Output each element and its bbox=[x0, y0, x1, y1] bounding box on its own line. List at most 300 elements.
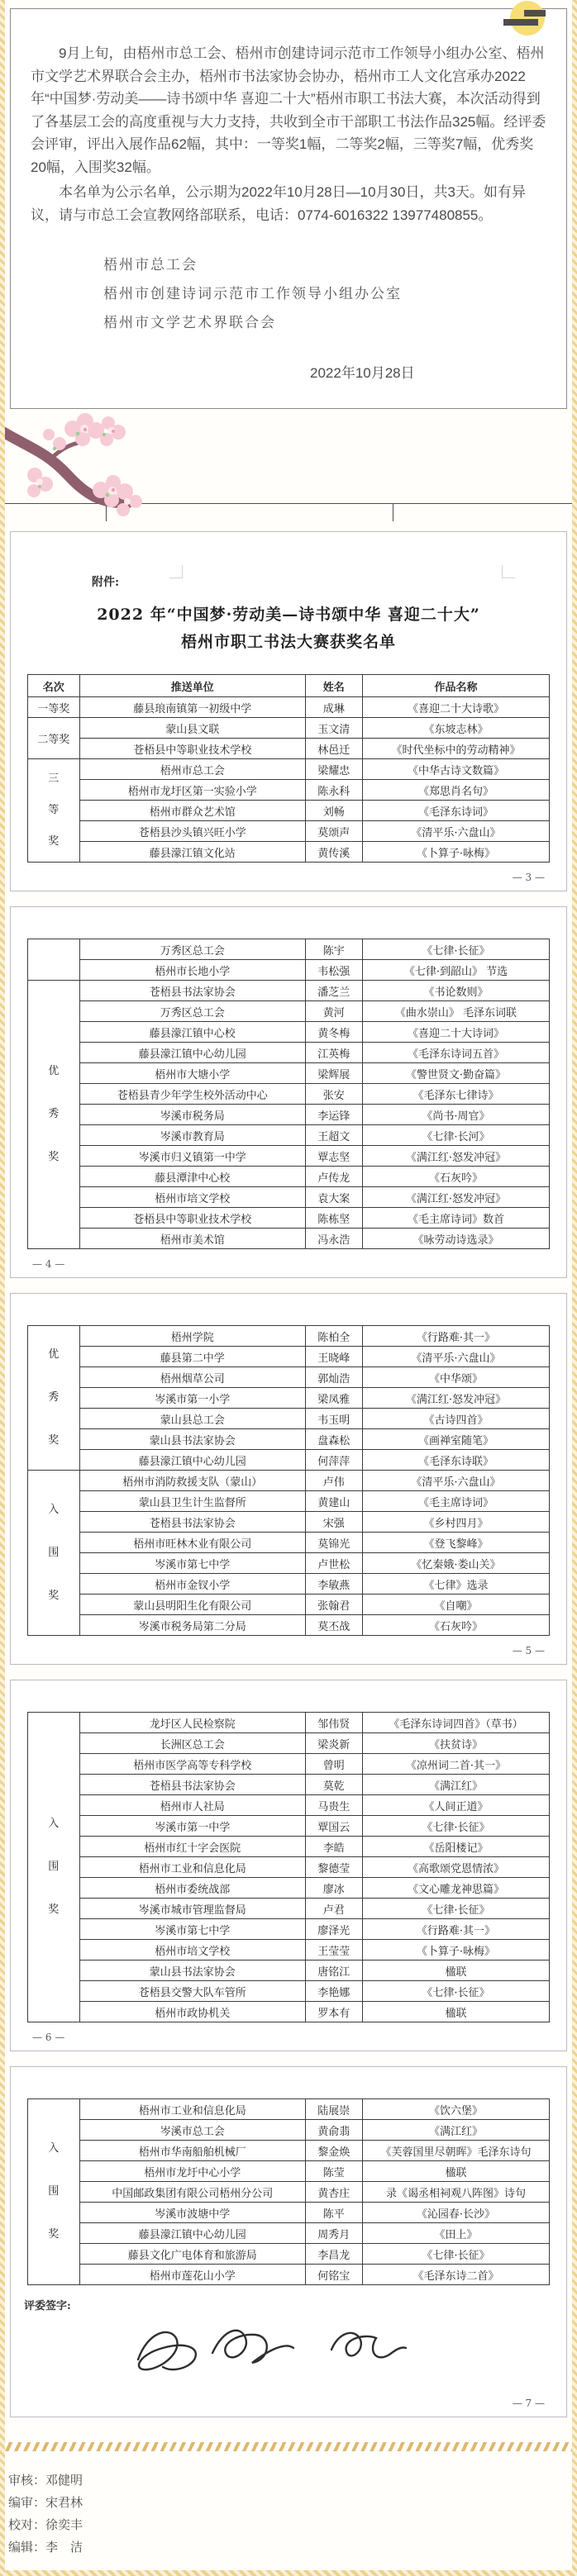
cell-name: 潘芝兰 bbox=[305, 981, 362, 1001]
table-row bbox=[27, 1533, 549, 1553]
cell-name: 陈柏全 bbox=[305, 1326, 362, 1347]
cell-unit: 梧州市龙圩区第一实验小学 bbox=[79, 780, 305, 801]
cell-work: 《七律·长征》 bbox=[362, 939, 549, 960]
table-row bbox=[27, 1775, 549, 1795]
cell-unit: 藤县濛江镇中心校 bbox=[79, 1022, 305, 1043]
cell-unit: 梧州市总工会 bbox=[79, 759, 305, 780]
page-number: — 5 — bbox=[512, 1645, 545, 1657]
cell-work: 《登飞黎峰》 bbox=[362, 1533, 549, 1553]
cell-name: 李运锋 bbox=[305, 1105, 362, 1125]
table-row bbox=[27, 1857, 549, 1878]
column-header: 作品名称 bbox=[362, 675, 549, 697]
credit-line: 校对：徐奕丰 bbox=[8, 2518, 83, 2533]
cell-name: 莫丕战 bbox=[305, 1615, 362, 1636]
cell-work: 《文心雕龙神思篇》 bbox=[362, 1878, 549, 1899]
cell-work: 《毛泽东七律诗》 bbox=[362, 1084, 549, 1105]
cell-name: 罗本有 bbox=[305, 2002, 362, 2022]
table-row bbox=[27, 1713, 549, 1733]
cell-unit: 蒙山县书法家协会 bbox=[79, 1429, 305, 1450]
cell-unit: 梧州学院 bbox=[79, 1326, 305, 1347]
cell-work: 《七律·长河》 bbox=[362, 1125, 549, 1146]
table-row bbox=[27, 1450, 549, 1471]
table-row bbox=[27, 1367, 549, 1388]
cell-unit: 岑溪市第一中学 bbox=[79, 1816, 305, 1837]
cell-name: 黎金焕 bbox=[305, 2141, 362, 2161]
attachment-title-line1: 2022 年“中国梦·劳动美—诗书颂中华 喜迎二十大” bbox=[97, 605, 480, 624]
cell-work: 《东坡志林》 bbox=[362, 718, 549, 739]
attachment-page-7 bbox=[10, 2066, 567, 2417]
table-row bbox=[27, 1795, 549, 1816]
cell-unit: 苍梧县中等职业技术学校 bbox=[79, 739, 305, 759]
cell-name: 郭灿浩 bbox=[305, 1367, 362, 1388]
cell-unit: 藤县濛江镇中心幼儿园 bbox=[79, 2223, 305, 2244]
cell-work: 楹联 bbox=[362, 2002, 549, 2022]
margin-crop-mark bbox=[502, 565, 515, 578]
cell-name: 梁炎新 bbox=[305, 1733, 362, 1754]
attachment-page-4 bbox=[10, 906, 567, 1278]
cell-name: 邹伟贤 bbox=[305, 1713, 362, 1733]
table-row bbox=[27, 2161, 549, 2182]
cell-name: 李敏燕 bbox=[305, 1574, 362, 1595]
credit-line: 编审：宋君林 bbox=[8, 2496, 83, 2511]
cell-name: 陈永科 bbox=[305, 780, 362, 801]
cell-name: 梁辉展 bbox=[305, 1063, 362, 1084]
cell-name: 卢世松 bbox=[305, 1553, 362, 1574]
cell-unit: 岑溪市税务局第二分局 bbox=[79, 1615, 305, 1636]
cell-work: 《卜算子·咏梅》 bbox=[362, 842, 549, 863]
cell-name: 李艳娜 bbox=[305, 1981, 362, 2002]
cell-work: 《石灰吟》 bbox=[362, 1167, 549, 1187]
award-table bbox=[27, 939, 550, 1249]
column-header: 推送单位 bbox=[79, 675, 305, 697]
cell-name: 黄杏庄 bbox=[305, 2182, 362, 2203]
attachment-page-3 bbox=[10, 531, 567, 892]
cell-name: 盘森松 bbox=[305, 1429, 362, 1450]
table-row bbox=[27, 1043, 549, 1063]
table-row bbox=[27, 1816, 549, 1837]
cell-work: 《七律》选录 bbox=[362, 1574, 549, 1595]
cell-work: 《中华古诗文数篇》 bbox=[362, 759, 549, 780]
cell-unit: 梧州烟草公司 bbox=[79, 1367, 305, 1388]
cell-rank: 优 秀 奖 bbox=[27, 1326, 79, 1471]
cell-name: 马贵生 bbox=[305, 1795, 362, 1816]
cell-unit: 梧州市委统战部 bbox=[79, 1878, 305, 1899]
table-row bbox=[27, 1733, 549, 1754]
cell-work: 《芙蓉国里尽朝晖》毛泽东诗句 bbox=[362, 2141, 549, 2161]
table-row bbox=[27, 2099, 549, 2120]
column-header: 姓名 bbox=[305, 675, 362, 697]
cell-name: 陈莹 bbox=[305, 2161, 362, 2182]
page-number: — 3 — bbox=[512, 872, 545, 884]
table-row bbox=[27, 1105, 549, 1125]
decoration-zone bbox=[0, 409, 577, 531]
table-row bbox=[27, 1001, 549, 1022]
cell-unit: 蒙山县文联 bbox=[79, 718, 305, 739]
cell-work: 《毛主席诗词》数首 bbox=[362, 1208, 549, 1229]
cell-rank: 一等奖 bbox=[27, 697, 79, 718]
award-table bbox=[27, 1325, 550, 1636]
announcement-date: 2022年10月28日 bbox=[310, 364, 415, 381]
page-number: — 4 — bbox=[32, 1258, 65, 1271]
cell-name: 李昌龙 bbox=[305, 2244, 362, 2265]
cell-work: 《郑思肖名句》 bbox=[362, 780, 549, 801]
attachment-title-line2: 梧州市职工书法大赛获奖名单 bbox=[180, 633, 396, 652]
table-row bbox=[27, 1512, 549, 1533]
cell-unit: 梧州市金钗小学 bbox=[79, 1574, 305, 1595]
credit-line: 审核：邓健明 bbox=[8, 2474, 83, 2488]
cell-name: 梁耀忠 bbox=[305, 759, 362, 780]
cell-unit: 梧州市培文学校 bbox=[79, 1940, 305, 1961]
cell-unit: 岑溪市波塘中学 bbox=[79, 2203, 305, 2223]
cell-work: 《满江红》 bbox=[362, 1775, 549, 1795]
cell-unit: 中国邮政集团有限公司梧州分公司 bbox=[79, 2182, 305, 2203]
table-row bbox=[27, 739, 549, 759]
cell-work: 录《谒丞相祠观八阵图》诗句 bbox=[362, 2182, 549, 2203]
cell-work: 《自嘲》 bbox=[362, 1595, 549, 1615]
cell-work: 《满江红》 bbox=[362, 2120, 549, 2141]
cell-work: 《七律·长征》 bbox=[362, 1816, 549, 1837]
table-row bbox=[27, 939, 549, 960]
cell-work: 《行路难·其一》 bbox=[362, 1326, 549, 1347]
cell-work: 《乡村四月》 bbox=[362, 1512, 549, 1533]
credit-line: 编辑：李 洁 bbox=[8, 2540, 83, 2555]
cell-unit: 梧州市美术馆 bbox=[79, 1229, 305, 1249]
cell-work: 《忆秦娥·娄山关》 bbox=[362, 1553, 549, 1574]
cell-work: 楹联 bbox=[362, 1961, 549, 1981]
cell-work: 《清平乐·六盘山》 bbox=[362, 1471, 549, 1491]
cell-name: 何萍萍 bbox=[305, 1450, 362, 1471]
cell-name: 廖泽光 bbox=[305, 1919, 362, 1940]
award-table bbox=[27, 2098, 550, 2285]
attachment-label: 附件: bbox=[92, 575, 120, 589]
cell-unit: 藤县琅南镇第一初级中学 bbox=[79, 697, 305, 718]
signer-line: 梧州市文学艺术界联合会 bbox=[103, 314, 276, 331]
cell-work: 《清平乐·六盘山》 bbox=[362, 821, 549, 842]
cell-unit: 蒙山县总工会 bbox=[79, 1409, 305, 1429]
page-number: — 7 — bbox=[512, 2398, 545, 2410]
table-row bbox=[27, 2265, 549, 2285]
table-row bbox=[27, 1595, 549, 1615]
left-gold-stripe bbox=[0, 0, 5, 2576]
cell-work: 《古诗四首》 bbox=[362, 1409, 549, 1429]
cell-work: 《石灰吟》 bbox=[362, 1615, 549, 1636]
cell-rank: 优 秀 奖 bbox=[27, 981, 79, 1249]
table-row bbox=[27, 718, 549, 739]
cell-name: 黄俞翡 bbox=[305, 2120, 362, 2141]
cell-unit: 岑溪市第七中学 bbox=[79, 1553, 305, 1574]
footer-credits bbox=[0, 2466, 577, 2570]
cell-work: 《清平乐·六盘山》 bbox=[362, 1347, 549, 1367]
table-row bbox=[27, 1553, 549, 1574]
table-row bbox=[27, 821, 549, 842]
cell-work: 《人间正道》 bbox=[362, 1795, 549, 1816]
cell-rank bbox=[27, 939, 79, 981]
table-row bbox=[27, 1125, 549, 1146]
cell-name: 廖冰 bbox=[305, 1878, 362, 1899]
cell-unit: 梧州市消防救援支队（蒙山） bbox=[79, 1471, 305, 1491]
judges-signature-block bbox=[24, 2297, 558, 2388]
cell-name: 陈平 bbox=[305, 2203, 362, 2223]
cell-work: 《七律·到韶山》 节选 bbox=[362, 960, 549, 981]
cell-work: 《田上》 bbox=[362, 2223, 549, 2244]
table-row bbox=[27, 2203, 549, 2223]
cell-unit: 藤县濛江镇中心幼儿园 bbox=[79, 1450, 305, 1471]
table-row bbox=[27, 981, 549, 1001]
cell-work: 《画禅室随笔》 bbox=[362, 1429, 549, 1450]
table-row bbox=[27, 1615, 549, 1636]
award-table bbox=[27, 1712, 550, 2022]
table-row bbox=[27, 1491, 549, 1512]
table-row bbox=[27, 1229, 549, 1249]
table-row bbox=[27, 1574, 549, 1595]
table-row bbox=[27, 2223, 549, 2244]
cell-work: 《卜算子·咏梅》 bbox=[362, 1940, 549, 1961]
announcement-box bbox=[10, 8, 567, 409]
cell-work: 《满江红·怒发冲冠》 bbox=[362, 1146, 549, 1167]
judges-signature-label: 评委签字: bbox=[24, 2300, 71, 2313]
cell-work: 《七律·长征》 bbox=[362, 1899, 549, 1919]
cell-name: 莫锦光 bbox=[305, 1533, 362, 1553]
cell-unit: 藤县第二中学 bbox=[79, 1347, 305, 1367]
cell-unit: 藤县潭津中心校 bbox=[79, 1167, 305, 1187]
cell-unit: 梧州市长地小学 bbox=[79, 960, 305, 981]
cell-name: 王超文 bbox=[305, 1125, 362, 1146]
table-row bbox=[27, 780, 549, 801]
cell-unit: 苍梧县交警大队车管所 bbox=[79, 1981, 305, 2002]
cell-name: 刘畅 bbox=[305, 801, 362, 821]
cell-unit: 梧州市大塘小学 bbox=[79, 1063, 305, 1084]
cell-name: 覃国云 bbox=[305, 1816, 362, 1837]
cell-name: 陈栋坚 bbox=[305, 1208, 362, 1229]
right-gold-stripe bbox=[572, 0, 577, 2576]
cell-name: 唐铭江 bbox=[305, 1961, 362, 1981]
table-row bbox=[27, 1022, 549, 1043]
cell-work: 《喜迎二十大诗歌》 bbox=[362, 697, 549, 718]
cell-name: 莫颂声 bbox=[305, 821, 362, 842]
award-table bbox=[27, 674, 550, 863]
cell-name: 宋强 bbox=[305, 1512, 362, 1533]
cell-unit: 蒙山县明阳生化有限公司 bbox=[79, 1595, 305, 1615]
cell-unit: 龙圩区人民检察院 bbox=[79, 1713, 305, 1733]
table-row bbox=[27, 1878, 549, 1899]
cell-unit: 梧州市政协机关 bbox=[79, 2002, 305, 2022]
cell-work: 《中华颂》 bbox=[362, 1367, 549, 1388]
cell-work: 《喜迎二十大诗词》 bbox=[362, 1022, 549, 1043]
cell-name: 覃志坚 bbox=[305, 1146, 362, 1167]
cell-work: 《毛泽东诗词》 bbox=[362, 801, 549, 821]
signer-line: 梧州市创建诗词示范市工作领导小组办公室 bbox=[103, 286, 402, 303]
cell-name: 梁凤雅 bbox=[305, 1388, 362, 1409]
cell-unit: 万秀区总工会 bbox=[79, 939, 305, 960]
cell-name: 黎德莹 bbox=[305, 1857, 362, 1878]
table-row bbox=[27, 1167, 549, 1187]
cell-unit: 苍梧县青少年学生校外活动中心 bbox=[79, 1084, 305, 1105]
cell-unit: 梧州市工业和信息化局 bbox=[79, 2099, 305, 2120]
table-row bbox=[27, 2141, 549, 2161]
table-row bbox=[27, 1326, 549, 1347]
cell-name: 韦玉明 bbox=[305, 1409, 362, 1429]
cell-name: 莫乾 bbox=[305, 1775, 362, 1795]
table-row bbox=[27, 1471, 549, 1491]
cell-unit: 藤县濛江镇文化站 bbox=[79, 842, 305, 863]
cell-unit: 梧州市医学高等专科学校 bbox=[79, 1754, 305, 1775]
margin-crop-mark bbox=[169, 565, 183, 578]
cell-name: 玉文清 bbox=[305, 718, 362, 739]
cell-name: 王莹莹 bbox=[305, 1940, 362, 1961]
table-row bbox=[27, 1981, 549, 2002]
table-row bbox=[27, 1961, 549, 1981]
cell-name: 何铭宝 bbox=[305, 2265, 362, 2285]
cell-work: 《时代坐标中的劳动精神》 bbox=[362, 739, 549, 759]
cell-work: 《高歌颂党恩情浓》 bbox=[362, 1857, 549, 1878]
cell-name: 黄传溪 bbox=[305, 842, 362, 863]
cell-rank: 入 围 奖 bbox=[27, 1713, 79, 2022]
masthead-logo-icon bbox=[510, 1, 545, 36]
cell-name: 黄河 bbox=[305, 1001, 362, 1022]
cell-work: 《警世贤文·勤奋篇》 bbox=[362, 1063, 549, 1084]
cell-name: 张安 bbox=[305, 1084, 362, 1105]
cell-name: 周秀月 bbox=[305, 2223, 362, 2244]
gold-striped-divider bbox=[0, 2442, 577, 2451]
page-number: — 6 — bbox=[32, 2032, 65, 2044]
attachment-page-6 bbox=[10, 1680, 567, 2051]
table-row bbox=[27, 960, 549, 981]
cell-name: 李皓 bbox=[305, 1837, 362, 1857]
table-row bbox=[27, 842, 549, 863]
cell-name: 黄冬梅 bbox=[305, 1022, 362, 1043]
cell-unit: 岑溪市第七中学 bbox=[79, 1919, 305, 1940]
table-row bbox=[27, 801, 549, 821]
cell-unit: 梧州市培文学校 bbox=[79, 1187, 305, 1208]
cherry-blossom-icon bbox=[2, 411, 196, 547]
cell-rank: 三 等 奖 bbox=[27, 759, 79, 863]
cell-unit: 苍梧县沙头镇兴旺小学 bbox=[79, 821, 305, 842]
cell-unit: 梧州市人社局 bbox=[79, 1795, 305, 1816]
cell-name: 王晓峰 bbox=[305, 1347, 362, 1367]
table-row bbox=[27, 1899, 549, 1919]
cell-work: 《毛泽东诗词四首》（草书） bbox=[362, 1713, 549, 1733]
cell-unit: 蒙山县卫生计生监督所 bbox=[79, 1491, 305, 1512]
cell-unit: 梧州市工业和信息化局 bbox=[79, 1857, 305, 1878]
cell-unit: 藤县濛江镇中心幼儿园 bbox=[79, 1043, 305, 1063]
cell-unit: 苍梧县中等职业技术学校 bbox=[79, 1208, 305, 1229]
cell-work: 《凉州词二首·其一》 bbox=[362, 1754, 549, 1775]
cell-name: 成琳 bbox=[305, 697, 362, 718]
cell-unit: 岑溪市税务局 bbox=[79, 1105, 305, 1125]
cell-work: 《满江红·怒发冲冠》 bbox=[362, 1187, 549, 1208]
table-row bbox=[27, 1146, 549, 1167]
cell-name: 张翰君 bbox=[305, 1595, 362, 1615]
cell-name: 林邑迁 bbox=[305, 739, 362, 759]
cell-name: 冯永浩 bbox=[305, 1229, 362, 1249]
cell-work: 《尚书·周官》 bbox=[362, 1105, 549, 1125]
table-row bbox=[27, 697, 549, 718]
table-row bbox=[27, 2120, 549, 2141]
cell-work: 《毛主席诗词》 bbox=[362, 1491, 549, 1512]
cell-work: 楹联 bbox=[362, 2161, 549, 2182]
table-row bbox=[27, 1429, 549, 1450]
announcement-paragraph-1: 9月上旬，由梧州市总工会、梧州市创建诗词示范市工作领导小组办公室、梧州市文学艺术界联合会主办，梧州市书法家协会协办，梧州市工人文化宫承办2022年“中国梦·劳动美——诗书颂中华 喜迎二十大”梧州市职工书法大赛，本次活动得到了各基层工会的高度重视与大力支持，共收到全市干部职工书法作品325幅。经评委会评审，评出入展作品62幅，其中：一等奖1幅，二等奖2幅，三等奖7幅，优秀奖20幅，入围奖32幅。 bbox=[31, 45, 546, 175]
cell-unit: 藤县文化广电体育和旅游局 bbox=[79, 2244, 305, 2265]
table-row bbox=[27, 2002, 549, 2022]
cell-work: 《毛泽东诗词五首》 bbox=[362, 1043, 549, 1063]
cell-unit: 梧州市红十字会医院 bbox=[79, 1837, 305, 1857]
table-row bbox=[27, 2182, 549, 2203]
table-row bbox=[27, 1187, 549, 1208]
bottom-gold-stripe bbox=[0, 2570, 577, 2576]
announcement-paragraph-2: 本名单为公示名单，公示期为2022年10月28日—10月30日，共3天。如有异议，请与市总工会宣教网络部联系，电话：0774-6016322 13977480855。 bbox=[31, 184, 526, 223]
cell-rank: 入 围 奖 bbox=[27, 2099, 79, 2285]
cell-name: 袁大案 bbox=[305, 1187, 362, 1208]
cell-name: 卢传龙 bbox=[305, 1167, 362, 1187]
cell-name: 韦松强 bbox=[305, 960, 362, 981]
cell-work: 《咏劳动诗选录》 bbox=[362, 1229, 549, 1249]
cell-name: 曾明 bbox=[305, 1754, 362, 1775]
cell-name: 陈宇 bbox=[305, 939, 362, 960]
cell-rank: 二等奖 bbox=[27, 718, 79, 759]
cell-unit: 梧州市旺林木业有限公司 bbox=[79, 1533, 305, 1553]
cell-work: 《毛泽东诗联》 bbox=[362, 1450, 549, 1471]
cell-rank: 入 围 奖 bbox=[27, 1471, 79, 1636]
cell-unit: 梧州市莲花山小学 bbox=[79, 2265, 305, 2285]
table-row bbox=[27, 1409, 549, 1429]
cell-work: 《书论数则》 bbox=[362, 981, 549, 1001]
table-row bbox=[27, 1347, 549, 1367]
cell-name: 陆展崇 bbox=[305, 2099, 362, 2120]
table-row bbox=[27, 2244, 549, 2265]
cell-name: 卢伟 bbox=[305, 1471, 362, 1491]
cell-unit: 苍梧县书法家协会 bbox=[79, 981, 305, 1001]
cell-work: 《满江红·怒发冲冠》 bbox=[362, 1388, 549, 1409]
table-row bbox=[27, 1919, 549, 1940]
cell-name: 黄建山 bbox=[305, 1491, 362, 1512]
attachment-pages bbox=[0, 531, 577, 2418]
cell-work: 《沁园春·长沙》 bbox=[362, 2203, 549, 2223]
cell-work: 《毛泽东诗二首》 bbox=[362, 2265, 549, 2285]
table-row bbox=[27, 1063, 549, 1084]
cell-name: 卢君 bbox=[305, 1899, 362, 1919]
cell-unit: 梧州市群众艺术馆 bbox=[79, 801, 305, 821]
cell-work: 《饮六堡》 bbox=[362, 2099, 549, 2120]
cell-work: 《七律·长征》 bbox=[362, 2244, 549, 2265]
table-row bbox=[27, 759, 549, 780]
cell-unit: 岑溪市教育局 bbox=[79, 1125, 305, 1146]
cell-unit: 梧州市华南船舶机械厂 bbox=[79, 2141, 305, 2161]
cell-unit: 岑溪市总工会 bbox=[79, 2120, 305, 2141]
cell-unit: 苍梧县书法家协会 bbox=[79, 1512, 305, 1533]
column-header: 名次 bbox=[27, 675, 79, 697]
cell-unit: 岑溪市归义镇第一中学 bbox=[79, 1146, 305, 1167]
signer-line: 梧州市总工会 bbox=[103, 257, 198, 274]
cell-unit: 苍梧县书法家协会 bbox=[79, 1775, 305, 1795]
cell-unit: 蒙山县书法家协会 bbox=[79, 1961, 305, 1981]
cell-unit: 长洲区总工会 bbox=[79, 1733, 305, 1754]
cell-unit: 岑溪市城市管理监督局 bbox=[79, 1899, 305, 1919]
table-row bbox=[27, 1208, 549, 1229]
cell-work: 《扶贫诗》 bbox=[362, 1733, 549, 1754]
signing-organizations bbox=[103, 251, 546, 338]
cell-work: 《岳阳楼记》 bbox=[362, 1837, 549, 1857]
cell-unit: 万秀区总工会 bbox=[79, 1001, 305, 1022]
cell-work: 《七律·长征》 bbox=[362, 1981, 549, 2002]
cell-unit: 岑溪市第一小学 bbox=[79, 1388, 305, 1409]
judges-signature-handwriting bbox=[113, 2315, 469, 2384]
table-row bbox=[27, 1940, 549, 1961]
attachment-page-5 bbox=[10, 1293, 567, 1665]
table-row bbox=[27, 1837, 549, 1857]
cell-unit: 梧州市龙圩中心小学 bbox=[79, 2161, 305, 2182]
table-header-row bbox=[27, 675, 549, 697]
